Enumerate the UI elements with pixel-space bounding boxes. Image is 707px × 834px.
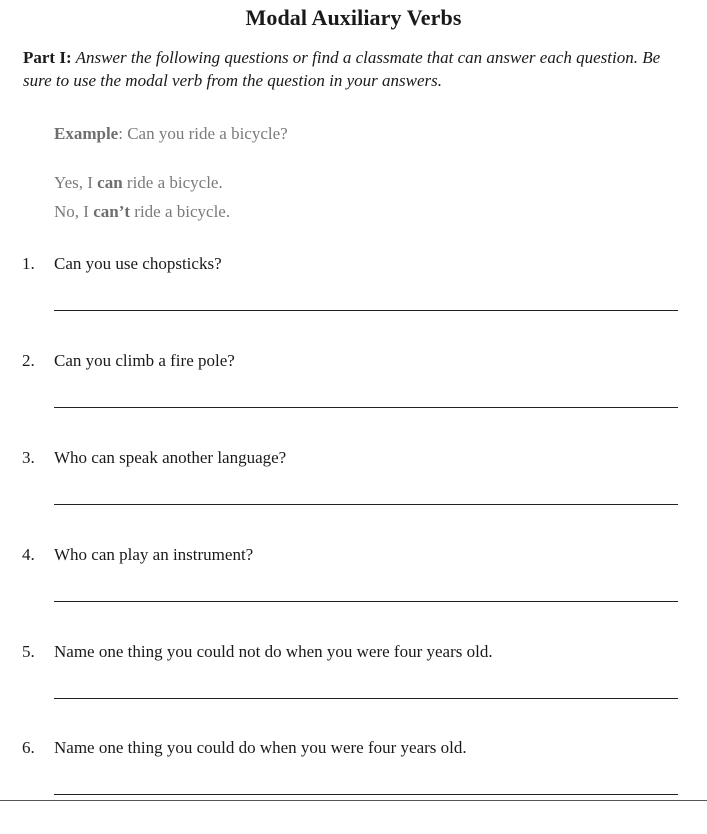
question-text: Name one thing you could not do when you were four years old. [54, 642, 493, 661]
question-text: Can you use chopsticks? [54, 254, 222, 273]
question-item [0, 447, 707, 544]
example-answer-no [54, 201, 230, 223]
question-number: 6. [22, 738, 35, 757]
example-label: Example [54, 124, 119, 143]
question-item [0, 737, 707, 834]
example-question [54, 123, 288, 145]
part-separator: : [65, 48, 72, 67]
answer-line[interactable] [54, 698, 678, 699]
question-text: Can you climb a fire pole? [54, 351, 235, 370]
example-answer-yes [54, 172, 223, 194]
example-yes-suffix: ride a bicycle. [122, 173, 223, 192]
page-title: Modal Auxiliary Verbs [245, 5, 462, 30]
example-question-text: : Can you ride a bicycle? [118, 124, 288, 143]
question-item [0, 350, 707, 447]
answer-line[interactable] [54, 794, 678, 795]
example-no-modal: can’t [93, 202, 131, 221]
question-number: 4. [22, 545, 35, 564]
answer-line[interactable] [54, 310, 678, 311]
example-no-prefix: No, I [54, 202, 94, 221]
page-bottom-divider [0, 800, 707, 801]
question-number: 1. [22, 254, 35, 273]
question-text: Name one thing you could do when you were four years old. [54, 738, 467, 757]
question-item [0, 544, 707, 641]
question-text: Who can speak another language? [54, 448, 287, 467]
part-label: Part I [23, 48, 66, 67]
question-number: 2. [22, 351, 35, 370]
question-text: Who can play an instrument? [54, 545, 254, 564]
question-item [0, 641, 707, 738]
question-number: 5. [22, 642, 35, 661]
instruction-text: Answer the following questions or find a classmate that can answer each question. Be sure to use the modal verb from the question in your answers. [23, 48, 661, 90]
question-item [0, 253, 707, 350]
example-yes-modal: can [97, 173, 123, 192]
example-no-suffix: ride a bicycle. [130, 202, 231, 221]
answer-line[interactable] [54, 601, 678, 602]
instructions [23, 46, 688, 92]
answer-line[interactable] [54, 407, 678, 408]
example-yes-prefix: Yes, I [54, 173, 98, 192]
question-number: 3. [22, 448, 35, 467]
answer-line[interactable] [54, 504, 678, 505]
